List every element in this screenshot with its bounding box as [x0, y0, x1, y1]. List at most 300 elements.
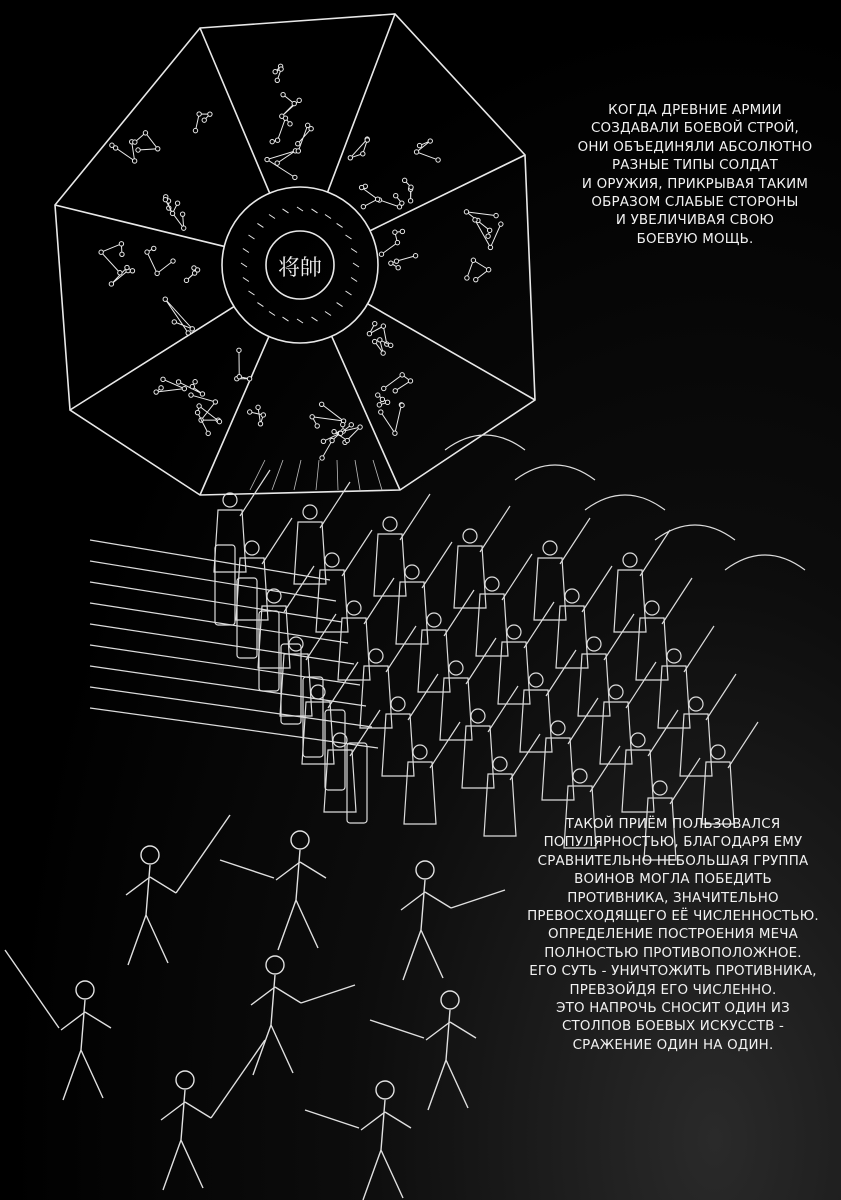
soldier-head: [653, 781, 667, 795]
soldier-body: [542, 738, 574, 800]
constellation-dot: [499, 222, 503, 226]
soldier-head: [587, 637, 601, 651]
constellation-dot: [488, 245, 492, 249]
pike: [90, 687, 372, 727]
constellation-dot: [349, 423, 353, 427]
caption-line: СТОЛПОВ БОЕВЫХ ИСКУССТВ -: [562, 1019, 784, 1035]
soldier-figure: [404, 722, 460, 824]
constellation-dot: [309, 126, 313, 130]
soldier-head: [623, 553, 637, 567]
soldier-weapon: [670, 758, 700, 804]
swordsman-arms: [426, 1022, 476, 1040]
constellation-dot: [265, 157, 269, 161]
swordsman-head: [76, 981, 94, 999]
constellation-dot: [132, 159, 136, 163]
soldier-head: [551, 721, 565, 735]
swordsman-arms: [126, 877, 176, 895]
constellation-dot: [261, 413, 265, 417]
constellation-dot: [193, 128, 197, 132]
caption-line: ЭТО НАПРОЧЬ СНОСИТ ОДИН ИЗ: [556, 1001, 790, 1017]
shield: [303, 677, 323, 757]
swordsman-figure: [161, 1040, 265, 1190]
constellation-dot: [155, 271, 159, 275]
constellation-line: [165, 299, 192, 333]
soldier-weapon: [524, 602, 554, 648]
constellation-dot: [376, 393, 380, 397]
ring-mark: [257, 303, 263, 307]
constellation-dot: [190, 327, 194, 331]
soldier-head: [471, 709, 485, 723]
soldier-weapon: [684, 626, 714, 672]
diagram-spoke: [55, 205, 224, 246]
constellation-dot: [408, 379, 412, 383]
constellation-dot: [381, 351, 385, 355]
soldier-figure: [578, 614, 634, 716]
swordsman-body: [128, 865, 168, 965]
soldier-figure: [440, 638, 496, 740]
diagram-spoke: [332, 336, 400, 490]
ring-mark: [297, 319, 303, 323]
constellation-line: [282, 95, 299, 117]
constellation-dot: [197, 112, 201, 116]
soldier-figure: [542, 698, 598, 800]
ring-mark: [269, 311, 275, 315]
caption-line: КОГДА ДРЕВНИЕ АРМИИ: [608, 103, 782, 118]
diagram-spoke: [368, 304, 535, 400]
constellation-dot: [154, 390, 158, 394]
swordsman-figure: [251, 956, 355, 1075]
swordsman-head: [376, 1081, 394, 1099]
constellation-dot: [161, 377, 165, 381]
caption-line: ПРЕВОСХОДЯЩЕГО ЕЁ ЧИСЛЕННОСТЬЮ.: [527, 909, 819, 925]
soldier-head: [413, 745, 427, 759]
constellation-dot: [171, 259, 175, 263]
constellation-dot: [395, 240, 399, 244]
constellation-dot: [394, 193, 398, 197]
soldier-body: [614, 570, 646, 632]
caption-line: ОНИ ОБЪЕДИНЯЛИ АБСОЛЮТНО: [577, 139, 813, 155]
swordsmen-group: [5, 815, 505, 1200]
shield: [237, 578, 257, 658]
soldier-body: [440, 678, 472, 740]
constellation-dot: [109, 282, 113, 286]
soldier-weapon: [546, 650, 576, 696]
soldier-body: [534, 558, 566, 620]
swordsman-arms: [401, 892, 451, 910]
constellation-dot: [393, 431, 397, 435]
constellation-dot: [275, 161, 279, 165]
soldier-figure: [600, 662, 656, 764]
soldier-head: [645, 601, 659, 615]
soldier-body: [622, 750, 654, 812]
constellation-dot: [202, 118, 206, 122]
constellation-line: [191, 395, 218, 420]
soldier-body: [418, 630, 450, 692]
constellation-dot: [465, 276, 469, 280]
soldier-figure: [418, 590, 474, 692]
diagram-fan-line: [355, 460, 360, 490]
constellation-line: [467, 260, 489, 279]
constellation-dot: [487, 228, 491, 232]
constellation-dot: [195, 410, 199, 414]
constellation-line: [312, 404, 343, 426]
soldier-head: [245, 541, 259, 555]
constellation-dot: [258, 422, 262, 426]
constellation-dot: [379, 252, 383, 256]
constellation-dot: [367, 332, 371, 336]
soldier-figure: [534, 518, 590, 620]
constellation-dot: [99, 250, 103, 254]
sword: [301, 985, 355, 1003]
ring-mark: [351, 277, 357, 281]
constellation-dot: [471, 258, 475, 262]
swordsman-arms: [61, 1012, 111, 1030]
soldier-weapon: [502, 554, 532, 600]
soldier-body: [302, 702, 334, 764]
constellation-dot: [486, 268, 490, 272]
constellation-dot: [172, 320, 176, 324]
caption-line: РАЗНЫЕ ТИПЫ СОЛДАТ: [611, 158, 779, 174]
constellation-dot: [380, 397, 384, 401]
ring-mark: [325, 215, 331, 219]
ring-mark: [283, 209, 289, 213]
ring-mark: [311, 317, 317, 321]
constellation-dot: [184, 278, 188, 282]
shield-arc: [655, 525, 735, 540]
soldier-weapon: [262, 518, 292, 564]
soldier-head: [405, 565, 419, 579]
constellation-dot: [473, 218, 477, 222]
diagram-fan-line: [272, 460, 283, 490]
constellation-dot: [279, 67, 283, 71]
pike: [90, 603, 348, 643]
constellation-dot: [200, 392, 204, 396]
soldier-weapon: [640, 530, 670, 576]
constellation-dot: [180, 212, 184, 216]
soldier-figure: [382, 674, 438, 776]
soldier-weapon: [430, 722, 460, 768]
soldier-body: [520, 690, 552, 752]
pike: [90, 561, 336, 601]
constellation-dot: [136, 148, 140, 152]
soldier-figure: [520, 650, 576, 752]
constellation-dot: [321, 439, 325, 443]
caption-line: ТАКОЙ ПРИЁМ ПОЛЬЗОВАЛСЯ: [565, 817, 781, 832]
constellation-line: [322, 433, 340, 458]
constellation-dot: [377, 403, 381, 407]
ring-mark: [351, 249, 357, 253]
soldier-weapon: [408, 674, 438, 720]
soldier-head: [529, 673, 543, 687]
constellation-line: [381, 405, 402, 433]
constellation-dot: [428, 139, 432, 143]
soldier-head: [493, 757, 507, 771]
soldier-figure: [702, 722, 758, 824]
caption-line: ПРЕВЗОЙДЯ ЕГО ЧИСЛЕННО.: [569, 982, 777, 998]
soldier-body: [476, 594, 508, 656]
constellation-dot: [436, 158, 440, 162]
ring-mark: [269, 215, 275, 219]
constellation-dot: [400, 403, 404, 407]
diagram-spoke: [328, 14, 395, 192]
constellation-dot: [320, 456, 324, 460]
constellation-line: [147, 248, 173, 273]
ring-mark: [353, 263, 359, 267]
constellation-dot: [379, 410, 383, 414]
caption-formation: [560, 102, 830, 249]
ring-mark: [249, 291, 255, 295]
constellation-dot: [375, 197, 379, 201]
sword: [5, 950, 59, 1028]
soldier-weapon: [320, 482, 350, 528]
soldier-figure: [338, 578, 394, 680]
caption-line: ЕГО СУТЬ - УНИЧТОЖИТЬ ПРОТИВНИКА,: [529, 964, 817, 980]
soldier-body: [578, 654, 610, 716]
soldier-body: [658, 666, 690, 728]
swordsman-figure: [5, 950, 111, 1100]
soldier-head: [427, 613, 441, 627]
swordsman-figure: [126, 815, 230, 965]
pike: [90, 582, 342, 622]
swordsman-body: [63, 1000, 103, 1100]
diagram-spoke: [200, 337, 269, 495]
ring-mark: [297, 207, 303, 211]
constellation-dot: [315, 424, 319, 428]
soldier-weapon: [590, 746, 620, 792]
constellation-dot: [402, 178, 406, 182]
constellation-dot: [186, 331, 190, 335]
soldier-figure: [316, 530, 372, 632]
soldier-figure: [454, 506, 510, 608]
caption-line: ПОПУЛЯРНОСТЬЮ, БЛАГОДАРЯ ЕМУ: [543, 835, 803, 851]
constellation-dot: [348, 156, 352, 160]
soldier-body: [338, 618, 370, 680]
constellation-line: [466, 212, 496, 236]
ring-mark: [311, 209, 317, 213]
soldier-weapon: [662, 578, 692, 624]
ring-mark: [249, 235, 255, 239]
constellation-dot: [293, 175, 297, 179]
constellation-dot: [270, 139, 274, 143]
soldier-body: [374, 534, 406, 596]
constellation-dot: [208, 112, 212, 116]
caption-line: ПРОТИВНИКА, ЗНАЧИТЕЛЬНО: [567, 890, 779, 906]
ring-mark: [243, 277, 249, 281]
swordsman-body: [363, 1100, 403, 1200]
soldier-head: [223, 493, 237, 507]
soldier-figure: [556, 566, 612, 668]
soldier-weapon: [400, 494, 430, 540]
soldier-head: [347, 601, 361, 615]
soldier-figure: [476, 554, 532, 656]
soldier-figure: [462, 686, 518, 788]
constellation-dot: [486, 234, 490, 238]
soldier-head: [667, 649, 681, 663]
constellation-dot: [197, 404, 201, 408]
constellation-dot: [310, 415, 314, 419]
swordsman-body: [253, 975, 293, 1075]
constellation-dot: [361, 204, 365, 208]
constellation-dot: [273, 70, 277, 74]
diagram-fan-line: [337, 460, 338, 490]
soldier-weapon: [488, 686, 518, 732]
constellation-dot: [213, 400, 217, 404]
diagram-spoke: [370, 155, 525, 231]
constellation-dot: [120, 252, 124, 256]
soldier-figure: [360, 626, 416, 728]
constellation-dot: [400, 229, 404, 233]
diagram-spoke: [200, 28, 270, 193]
constellation-line: [101, 244, 122, 273]
soldier-body: [702, 762, 734, 824]
soldier-body: [382, 714, 414, 776]
swordsman-body: [163, 1090, 203, 1190]
ring-mark: [337, 303, 343, 307]
soldier-body: [214, 510, 246, 572]
soldier-head: [449, 661, 463, 675]
constellation-dot: [408, 199, 412, 203]
soldier-weapon: [480, 506, 510, 552]
soldier-head: [543, 541, 557, 555]
ring-mark: [337, 223, 343, 227]
constellation-dot: [385, 400, 389, 404]
shield-arc: [585, 495, 665, 510]
constellation-dot: [361, 152, 365, 156]
ring-mark: [345, 235, 351, 239]
shield: [215, 545, 235, 625]
caption-line: ПОЛНОСТЬЮ ПРОТИВОПОЛОЖНОЕ.: [544, 945, 802, 961]
constellation-dot: [256, 405, 260, 409]
soldier-weapon: [568, 698, 598, 744]
soldier-head: [383, 517, 397, 531]
shield-arc: [725, 555, 805, 570]
diagram-spoke: [70, 307, 234, 410]
caption-line: И ОРУЖИЯ, ПРИКРЫВАЯ ТАКИМ: [581, 176, 809, 192]
constellation-dot: [400, 201, 404, 205]
swordsman-body: [428, 1010, 468, 1110]
constellation-dot: [193, 380, 197, 384]
constellation-dot: [247, 377, 251, 381]
soldier-weapon: [560, 518, 590, 564]
sword: [176, 815, 230, 893]
soldier-body: [636, 618, 668, 680]
constellation-dot: [373, 321, 377, 325]
soldier-head: [507, 625, 521, 639]
soldier-weapon: [626, 662, 656, 708]
constellation-dot: [288, 122, 292, 126]
constellation-dot: [275, 78, 279, 82]
constellation-dot: [133, 140, 137, 144]
constellation-line: [267, 151, 295, 178]
sword: [305, 1110, 359, 1128]
soldier-head: [303, 505, 317, 519]
soldier-head: [391, 697, 405, 711]
soldier-figure: [622, 710, 678, 812]
soldier-body: [258, 606, 290, 668]
soldier-body: [316, 570, 348, 632]
soldier-head: [573, 769, 587, 783]
constellation-dot: [181, 226, 185, 230]
constellation-dot: [393, 230, 397, 234]
constellation-dot: [175, 201, 179, 205]
swordsman-arms: [251, 987, 301, 1005]
soldier-weapon: [342, 530, 372, 576]
swordsman-arms: [161, 1102, 211, 1120]
pike: [90, 624, 354, 664]
constellation-dot: [159, 386, 163, 390]
constellation-dot: [319, 402, 323, 406]
swordsman-figure: [401, 861, 505, 980]
soldier-weapon: [466, 638, 496, 684]
soldier-body: [396, 582, 428, 644]
constellation-dot: [170, 211, 174, 215]
constellation-dot: [378, 338, 382, 342]
constellation-dot: [281, 92, 285, 96]
constellation-dot: [119, 242, 123, 246]
constellation-dot: [373, 339, 377, 343]
soldier-weapon: [386, 626, 416, 672]
constellation-dot: [195, 268, 199, 272]
constellation-dot: [163, 297, 167, 301]
constellation-dot: [359, 185, 363, 189]
formation-diagram: [55, 14, 535, 495]
constellation-dot: [389, 261, 393, 265]
soldier-body: [404, 762, 436, 824]
constellation-dot: [400, 373, 404, 377]
soldier-head: [463, 529, 477, 543]
constellation-dot: [113, 146, 117, 150]
constellation-dot: [358, 425, 362, 429]
caption-line: И УВЕЛИЧИВАЯ СВОЮ: [615, 213, 775, 229]
constellation-dot: [338, 431, 342, 435]
pike: [90, 540, 330, 580]
pike: [90, 666, 366, 706]
ring-mark: [345, 291, 351, 295]
constellation-dot: [474, 277, 478, 281]
soldier-weapon: [604, 614, 634, 660]
caption-line: СОЗДАВАЛИ БОЕВОЙ СТРОЙ,: [591, 121, 799, 137]
caption-sword-formation: [508, 816, 838, 1055]
swordsman-head: [441, 991, 459, 1009]
pike: [90, 708, 378, 748]
soldier-figure: [294, 482, 350, 584]
constellation-dot: [217, 419, 221, 423]
swordsman-body: [278, 850, 318, 950]
soldier-body: [556, 606, 588, 668]
diagram-fan-line: [373, 460, 382, 490]
swordsman-head: [266, 956, 284, 974]
constellation-dot: [394, 259, 398, 263]
caption-line: СРАВНИТЕЛЬНО НЕБОЛЬШАЯ ГРУППА: [537, 853, 809, 869]
soldier-figure: [636, 578, 692, 680]
sword: [451, 890, 505, 908]
soldier-weapon: [364, 578, 394, 624]
soldier-figure: [658, 626, 714, 728]
soldier-figure: [498, 602, 554, 704]
swordsman-arms: [276, 862, 326, 880]
soldier-body: [680, 714, 712, 776]
soldier-head: [325, 553, 339, 567]
soldier-figure: [614, 530, 670, 632]
soldier-body: [324, 750, 356, 812]
diagram-fan-line: [250, 460, 265, 490]
constellation-dot: [237, 375, 241, 379]
constellation-dot: [396, 265, 400, 269]
constellation-dot: [237, 348, 241, 352]
swordsman-head: [176, 1071, 194, 1089]
shield-arc: [445, 435, 525, 450]
constellation-dot: [143, 131, 147, 135]
